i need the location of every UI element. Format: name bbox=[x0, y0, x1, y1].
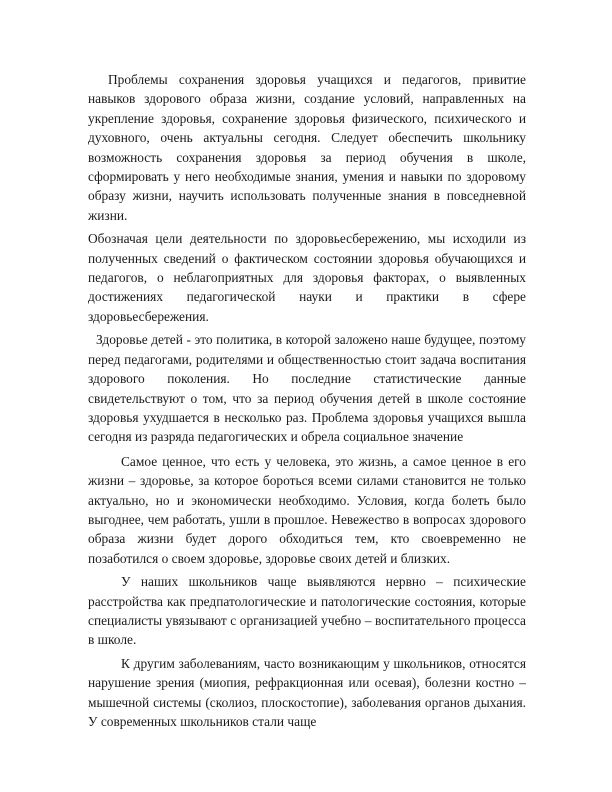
paragraph-children-health-policy: Здоровье детей - это политика, в которой заложено наше будущее, поэтому перед педагогами, родителями и общественностью стоит задача воспитания здорового поколения. Но последние статистические данные свидетельствуют о том, что за период обучения детей в школе состояние здоровья ухудшается в несколько раз. Проблема здоровья учащихся вышла сегодня из разряда педагогических и обрела социальное значение bbox=[88, 332, 526, 445]
paragraph-nervous-disorders: У наших школьников чаще выявляются нервно – психические расстройства как предпатологические и патологические состояния, которые специалисты увязывают с организацией учебно – воспитательного процесса в школе. bbox=[88, 574, 526, 648]
document-body bbox=[88, 70, 526, 731]
paragraph-life-value: Самое ценное, что есть у человека, это жизнь, а самое ценное в его жизни – здоровье, за которое бороться всеми силами становится не только актуально, но и экономически необходимо. Условия, когда болеть было выгоднее, чем работать, ушли в прошлое. Невежество в вопросах здорового образа жизни будет дорого обходиться тем, кто своевременно не позаботился о своем здоровье, здоровье своих детей и близких. bbox=[88, 453, 526, 566]
paragraph-health-saving-goals: Обозначая цели деятельности по здоровьесбережению, мы исходили из полученных сведений о фактическом состоянии здоровья обучающихся и педагогов, о неблагоприятных для здоровья факторах, о выявленных достижениях педагогической науки и практики в сфере здоровьесбережения. bbox=[88, 231, 526, 324]
paragraph-health-problems: Проблемы сохранения здоровья учащихся и педагогов, привитие навыков здорового образа жизни, создание условий, направленных на укрепление здоровья, сохранение здоровья физического, психического и духовного, очень актуальны сегодня. Следует обеспечить школьнику возможность сохранения здоровья за период обучения в школе, сформировать у него необходимые знания, умения и навыки по здоровому образу жизни, научить использовать полученные знания в повседневной жизни. bbox=[88, 72, 526, 223]
paragraph-other-diseases: К другим заболеваниям, часто возникающим у школьников, относятся нарушение зрения (миопия, рефракционная или осевая), болезни костно – мышечной системы (сколиоз, плоскостопие), заболевания органов дыхания. У современных школьников стали чаще bbox=[88, 655, 526, 729]
